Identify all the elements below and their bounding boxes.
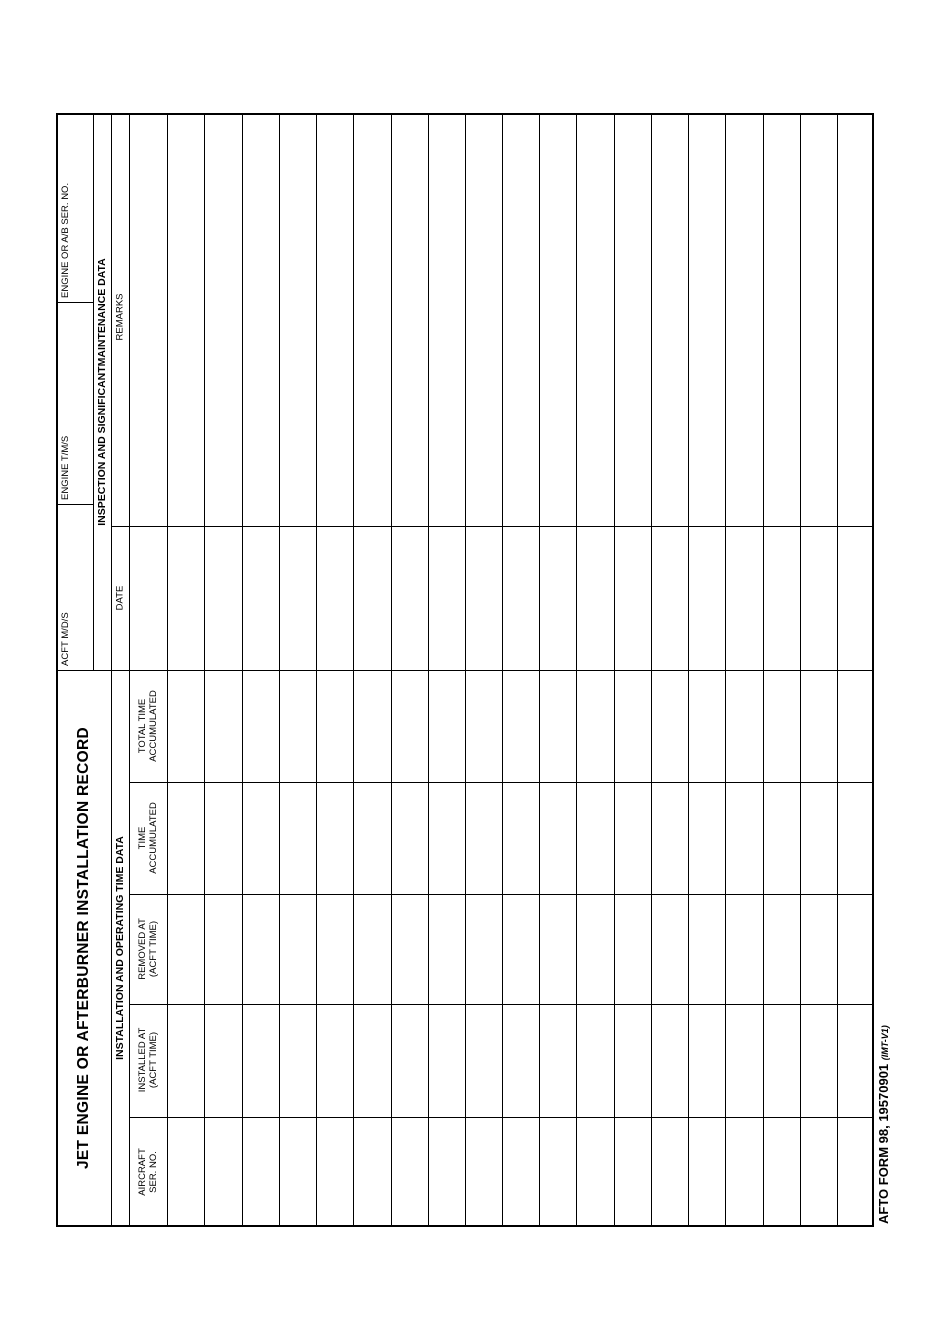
rule-row	[316, 113, 317, 1227]
installed-at-header: INSTALLED AT (ACFT TIME)	[137, 1027, 159, 1093]
rule-header-bottom	[93, 113, 94, 670]
date-header: DATE	[114, 585, 126, 611]
divider-date-remarks	[112, 526, 874, 527]
installation-section-heading: INSTALLATION AND OPERATING TIME DATA	[113, 836, 126, 1060]
time-accumulated-header: TIME ACCUMULATED	[137, 802, 159, 874]
engine-tms-field[interactable]	[73, 303, 93, 504]
total-time-header: TOTAL TIME ACCUMULATED	[137, 690, 159, 762]
rule-row	[353, 113, 354, 1227]
rule-row	[725, 113, 726, 1227]
form-title: JET ENGINE OR AFTERBURNER INSTALLATION RECORD	[75, 726, 93, 1170]
rule-row	[502, 113, 503, 1227]
remarks-header: REMARKS	[114, 293, 126, 341]
rule-row	[279, 113, 280, 1227]
inspection-section-heading: INSPECTION AND SIGNIFICANTMAINTENANCE DATA	[95, 258, 108, 526]
rule-row	[465, 113, 466, 1227]
rule-row	[428, 113, 429, 1227]
engine-tms-label: ENGINE T/M/S	[60, 435, 71, 500]
aircraft-ser-header: AIRCRAFT SER. NO.	[137, 1148, 159, 1196]
rule-row	[391, 113, 392, 1227]
rule-row	[688, 113, 689, 1227]
rule-row	[242, 113, 243, 1227]
rule-row	[204, 113, 205, 1227]
rule-row	[837, 113, 838, 1227]
form-id: AFTO FORM 98, 19570901	[876, 1063, 891, 1224]
form-footer	[876, 1025, 891, 1224]
removed-at-header: REMOVED AT (ACFT TIME)	[137, 918, 159, 980]
rule-title-bottom	[111, 113, 112, 1227]
rule-row	[763, 113, 764, 1227]
rule-row	[539, 113, 540, 1227]
engine-ser-label: ENGINE OR A/B SER. NO.	[60, 182, 71, 298]
acft-mds-field[interactable]	[73, 505, 93, 670]
engine-ser-field[interactable]	[73, 114, 93, 302]
rule-row	[800, 113, 801, 1227]
rule-section-bottom	[129, 113, 130, 1227]
form-version: (IMT-V1)	[880, 1025, 890, 1061]
rule-row	[614, 113, 615, 1227]
acft-mds-label: ACFT M/D/S	[60, 612, 71, 666]
rule-row	[167, 113, 168, 1227]
rule-row	[576, 113, 577, 1227]
rule-row	[651, 113, 652, 1227]
